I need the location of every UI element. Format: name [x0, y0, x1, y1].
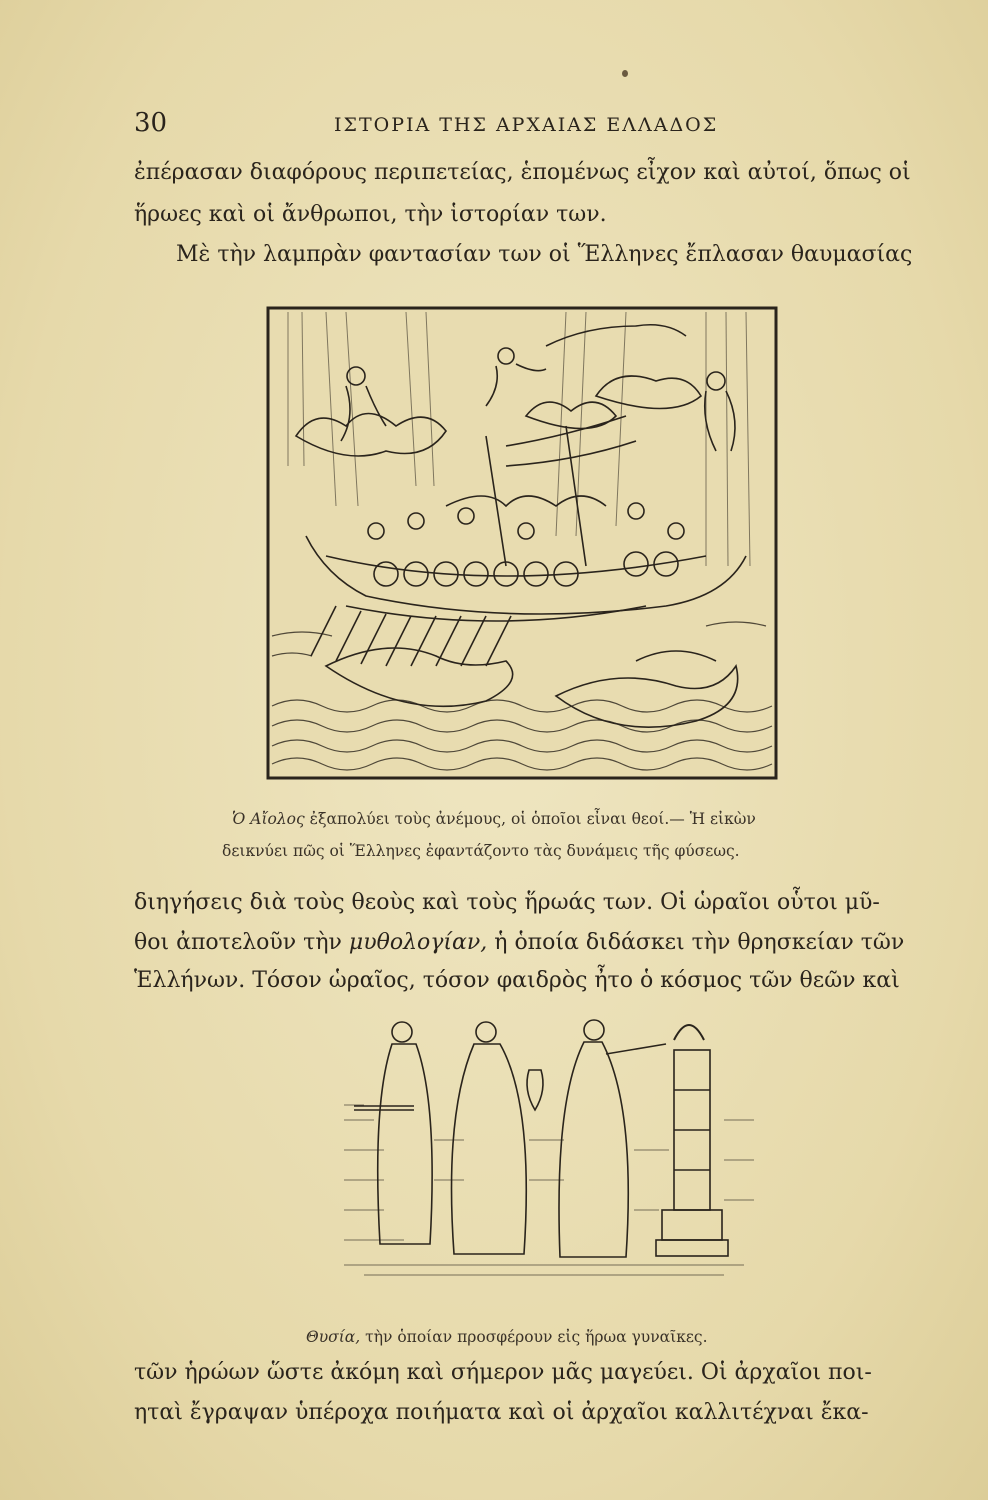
figure2-caption-text: τὴν ὁποίαν προσφέρουν εἰς ἥρωα γυναῖκες. [365, 1328, 708, 1346]
text-line: Ἑλλήνων. Τόσον ὡραῖος, τόσον φαιδρὸς ἦτο ὁ κόσμος τῶν θεῶν καὶ [134, 968, 900, 993]
running-title: ΙΣΤΟΡΙΑ ΤΗΣ ΑΡΧΑΙΑΣ ΕΛΛΑΔΟΣ [334, 114, 719, 136]
page-header [134, 108, 794, 138]
ink-spot [622, 70, 628, 77]
figure2-caption [306, 1328, 708, 1346]
text-line [134, 930, 904, 955]
figure1-caption-text: ἐξαπολύει τοὺς ἀνέμους, οἱ ὁποῖοι εἶναι θεοί.— Ἡ εἰκὼν [309, 810, 756, 828]
figure2-caption-name: Θυσία, [306, 1328, 361, 1346]
text-line: ἐπέρασαν διαφόρους περιπετείας, ἑπομένως εἶχον καὶ αὐτοί, ὅπως οἱ [134, 160, 911, 185]
text-line: ἥρωες καὶ οἱ ἄνθρωποι, τὴν ἱστορίαν των. [134, 202, 607, 227]
figure1-caption-line2: δεικνύει πῶς οἱ Ἕλληνες ἐφαντάζοντο τὰς δυνάμεις τῆς φύσεως. [222, 842, 740, 860]
text-line: ηταὶ ἔγραψαν ὑπέροχα ποιήματα καὶ οἱ ἀρχαῖοι καλλιτέχναι ἔκα- [134, 1400, 869, 1425]
text-line: Μὲ τὴν λαμπρὰν φαντασίαν των οἱ Ἕλληνες ἔπλασαν θαυμασίας [176, 242, 913, 267]
text-line: τῶν ἡρώων ὥστε ἀκόμη καὶ σήμερον μᾶς μαγεύει. Οἱ ἀρχαῖοι ποι- [134, 1360, 872, 1385]
aeolus-engraving [266, 306, 778, 782]
page-number: 30 [134, 108, 168, 138]
sacrifice-engraving [344, 1010, 764, 1290]
figure1-caption-name: Ὁ Αἴολος [232, 810, 305, 828]
text-span: ἡ ὁποία διδάσκει τὴν θρησκείαν τῶν [494, 930, 905, 955]
emphasized-term: μυθολογίαν, [348, 930, 488, 955]
text-line: διηγήσεις διὰ τοὺς θεοὺς καὶ τοὺς ἥρωάς των. Οἱ ὡραῖοι οὗτοι μῦ- [134, 890, 880, 915]
figure1-caption-line1 [232, 810, 756, 828]
text-span: θοι ἀποτελοῦν τὴν [134, 930, 342, 955]
